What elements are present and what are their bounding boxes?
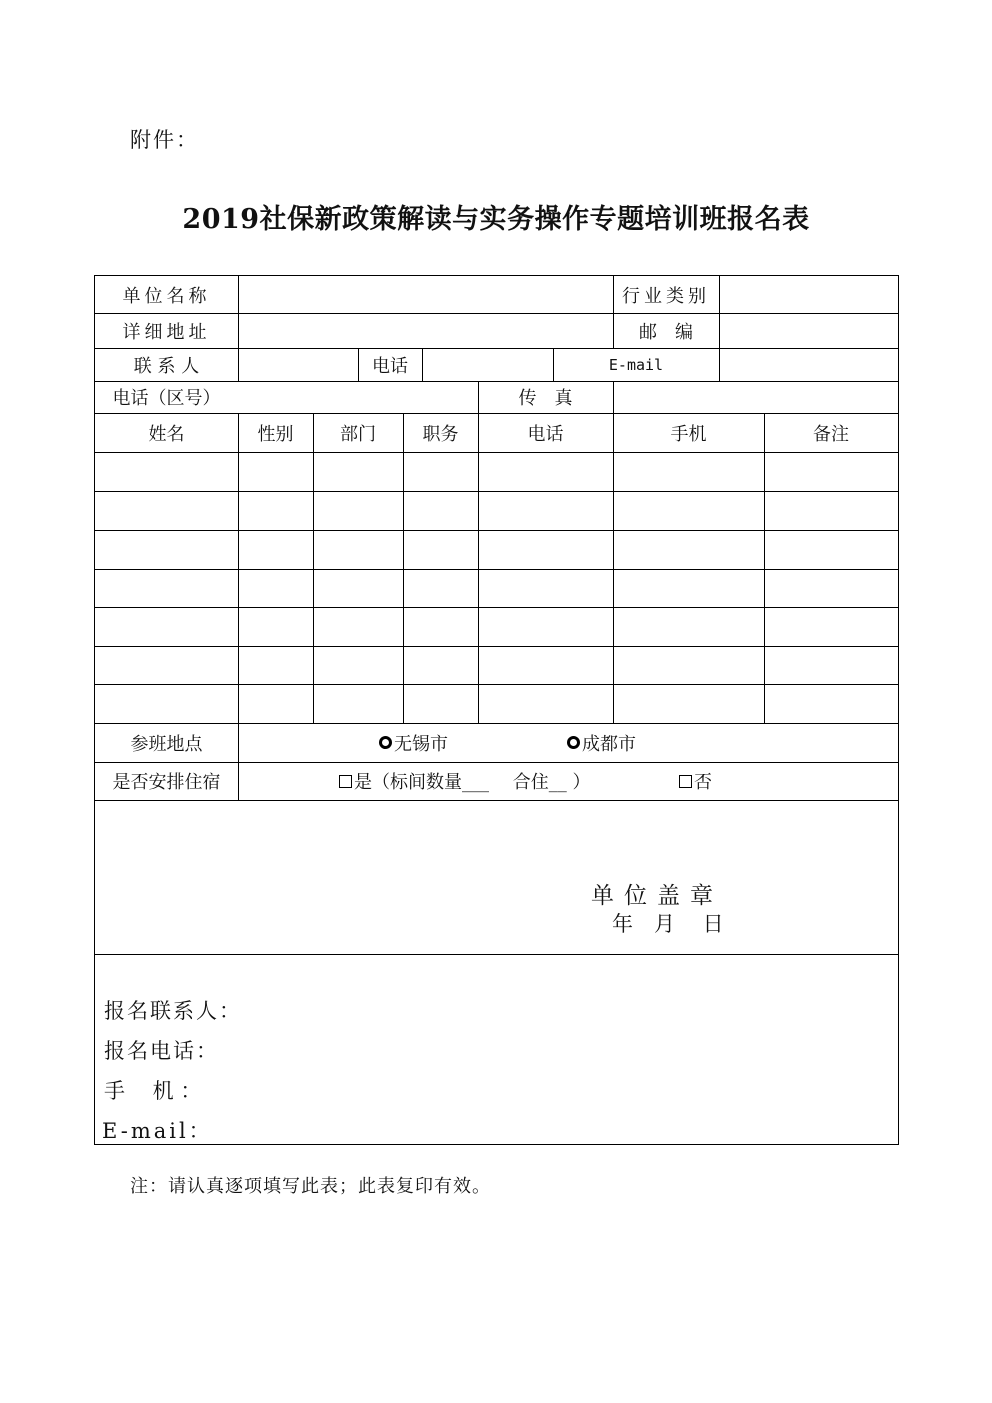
unit-seal-label: 单位盖章 [591, 883, 723, 909]
col-header-mobile: 手机 [670, 423, 707, 445]
address-label: 详细地址 [122, 321, 211, 343]
contact-person-label: 联 系 人 [133, 355, 200, 377]
fax-field[interactable] [614, 381, 898, 413]
col-header-remarks: 备注 [813, 423, 849, 445]
industry-field[interactable] [720, 276, 898, 313]
industry-label: 行业类别 [622, 285, 710, 307]
checkbox-icon [339, 775, 352, 788]
phone-field[interactable] [423, 348, 553, 381]
phone-area-label: 电话（区号） [112, 388, 221, 409]
footnote: 注：请认真逐项填写此表；此表复印有效。 [130, 1176, 491, 1197]
registration-email-label: E-mail： [102, 1119, 213, 1143]
col-header-position: 职务 [422, 423, 459, 445]
email-label: E-mail [608, 355, 664, 374]
col-header-gender: 性别 [257, 423, 294, 445]
venue-option-label: 成都市 [582, 733, 636, 755]
phone-area-field[interactable] [239, 381, 478, 413]
registration-contact-label: 报名联系人： [104, 999, 242, 1023]
phone-label: 电话 [372, 355, 408, 377]
lodging-label: 是否安排住宿 [112, 772, 221, 793]
lodging-no-option[interactable] [679, 762, 739, 800]
postcode-field[interactable] [720, 313, 898, 348]
col-header-phone: 电话 [527, 423, 564, 445]
email-field[interactable] [720, 348, 898, 381]
registration-phone-label: 报名电话： [104, 1039, 219, 1063]
col-header-name: 姓名 [148, 423, 185, 445]
lodging-yes-option[interactable] [339, 762, 629, 800]
form-title: 2019社保新政策解读与实务操作专题培训班报名表 [182, 204, 810, 235]
lodging-no-label: 否 [694, 772, 712, 793]
checkbox-icon [679, 775, 692, 788]
unit-name-field[interactable] [239, 276, 613, 313]
venue-label: 参班地点 [130, 733, 203, 755]
venue-option-wuxi[interactable] [379, 723, 459, 762]
fax-label: 传 真 [518, 388, 573, 409]
registration-mobile-label: 手 机 ： [104, 1079, 202, 1103]
attachment-label: 附件： [130, 128, 199, 152]
lodging-yes-label: 是（标间数量___ 合住__ ） [354, 772, 591, 793]
postcode-label: 邮 编 [639, 321, 693, 343]
contact-person-field[interactable] [239, 348, 358, 381]
seal-date-label: 年 月 日 [612, 912, 724, 936]
venue-option-chengdu[interactable] [567, 723, 647, 762]
venue-option-label: 无锡市 [394, 733, 448, 755]
radio-icon [379, 736, 392, 749]
radio-icon [567, 736, 580, 749]
address-field[interactable] [239, 313, 613, 348]
unit-name-label: 单位名称 [122, 285, 211, 307]
col-header-department: 部门 [340, 423, 376, 445]
